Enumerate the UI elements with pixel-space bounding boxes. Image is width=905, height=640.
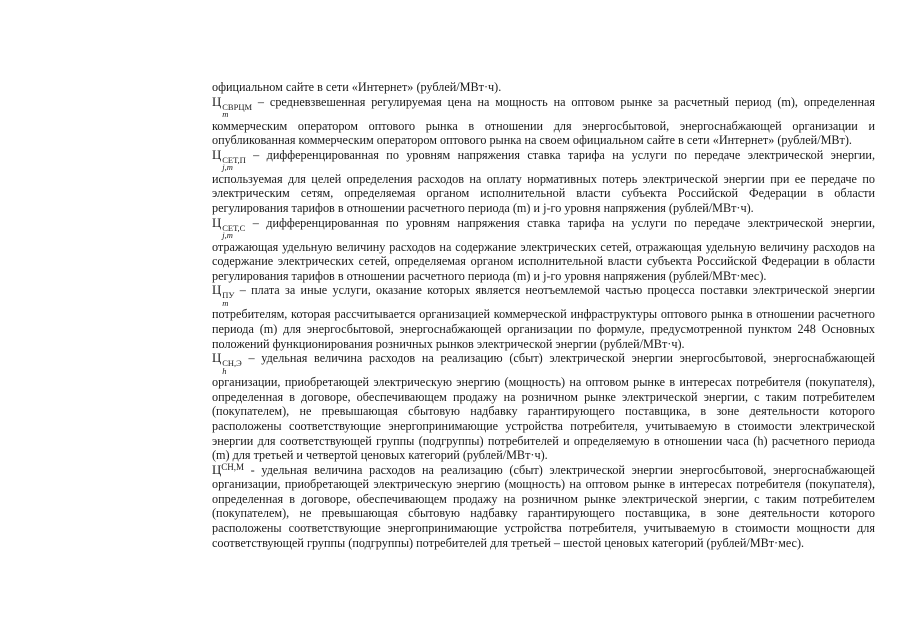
definition-text: - удельная величина расходов на реализацию (сбыт) электрической энергии энергосбытовой, энергоснабжающей организации, приобретающей электрическую энергию (мощность) на оптовом рынке в интересах потребителя (покупателя), определенная в договоре, обеспечивающем продажу на розничном рынке электрической энергии, с таким потребителем (покупателем), не превышающая сбытовую надбавку гарантирующего поставщика, в зоне деятельности которого расположены соответствующие энергопринимающие устройства потребителя, учитываемую в стоимости мощности для соответствующей группы (подгруппы) потребителей для третьей – шестой ценовых категорий (рублей/МВт·мес). [212, 462, 875, 550]
symbol: Ц [212, 351, 222, 366]
document-page [212, 80, 875, 550]
symbol-subscript: m [222, 297, 229, 308]
definition-text: – средневзвешенная регулируемая цена на мощность на оптовом рынке за расчетный период (m), определенная коммерческим оператором оптового рынка в отношении для энергосбытовой, энергоснабжающей организации и опубликованная коммерческим оператором оптового рынка на своем официальном сайте в сети «Интернет» (рублей/МВт). [212, 94, 875, 148]
definition-set-s [212, 216, 875, 284]
symbol-subscript: h [222, 365, 227, 376]
paragraph-continuation: официальном сайте в сети «Интернет» (рублей/МВт·ч). [212, 80, 502, 94]
definition-svrcm [212, 95, 875, 148]
symbol-superscript: СН,Э [222, 358, 242, 369]
symbol-superscript: СЕТ,С [222, 222, 246, 233]
definition-set-p [212, 148, 875, 216]
symbol: Ц [212, 94, 222, 109]
symbol-subscript: j,m [222, 162, 233, 173]
definition-sn-e [212, 351, 875, 463]
definition-text: – плата за иные услуги, оказание которых является неотъемлемой частью процесса поставки электрической энергии потребителям, которая рассчитывается организацией коммерческой инфраструктуры оптового рынка в отношении расчетного периода (m) для энергосбытовой, энергоснабжающей организации по формуле, предусмотренной пунктом 248 Основных положений функционирования розничных рынков электрической энергии (рублей/МВт·ч). [212, 283, 875, 351]
definition-pu [212, 283, 875, 351]
symbol: Ц [212, 215, 222, 230]
symbol: Ц [212, 462, 222, 477]
symbol: Ц [212, 283, 222, 298]
symbol-superscript: СЕТ,П [222, 154, 246, 165]
symbol-superscript: ПУ [222, 290, 235, 301]
symbol-superscript: СВРЦМ [222, 101, 253, 112]
definition-text: – дифференцированная по уровням напряжения ставка тарифа на услуги по передаче электрической энергии, используемая для целей определения расходов на оплату нормативных потерь электрической энергии при ее передаче по электрическим сетям, определяемая органом исполнительной власти субъекта Российской Федерации в области регулирования тарифов в отношении расчетного периода (m) и j-го уровня напряжения (рублей/МВт·ч). [212, 147, 875, 215]
symbol: Ц [212, 147, 222, 162]
definition-sn-m [212, 463, 875, 551]
definition-text: – удельная величина расходов на реализацию (сбыт) электрической энергии энергосбытовой, энергоснабжающей организации, приобретающей электрическую энергию (мощность) на оптовом рынке в интересах потребителя (покупателя), определенная в договоре, обеспечивающем продажу на розничном рынке электрической энергии, с таким потребителем (покупателем), не превышающая сбытовую надбавку гарантирующего поставщика, в зоне деятельности которого расположены соответствующие энергопринимающие устройства потребителя, учитываемую в стоимости электрической энергии для соответствующей группы (подгруппы) потребителей и определяемую в отношении часа (h) расчетного периода (m) для третьей и четвертой ценовых категорий (рублей/МВт·ч). [212, 351, 875, 463]
symbol-subscript: m [222, 109, 229, 120]
symbol-superscript: СН,М [221, 461, 245, 472]
symbol-subscript: j,m [222, 230, 233, 241]
definition-text: – дифференцированная по уровням напряжения ставка тарифа на услуги по передаче электрической энергии, отражающая удельную величину расходов на содержание электрических сетей, отражающая удельную величину расходов на содержание электрических сетей, определяемая органом исполнительной власти субъекта Российской Федерации в области регулирования тарифов в отношении расчетного периода (m) и j-го уровня напряжения (рублей/МВт·мес). [212, 215, 875, 283]
